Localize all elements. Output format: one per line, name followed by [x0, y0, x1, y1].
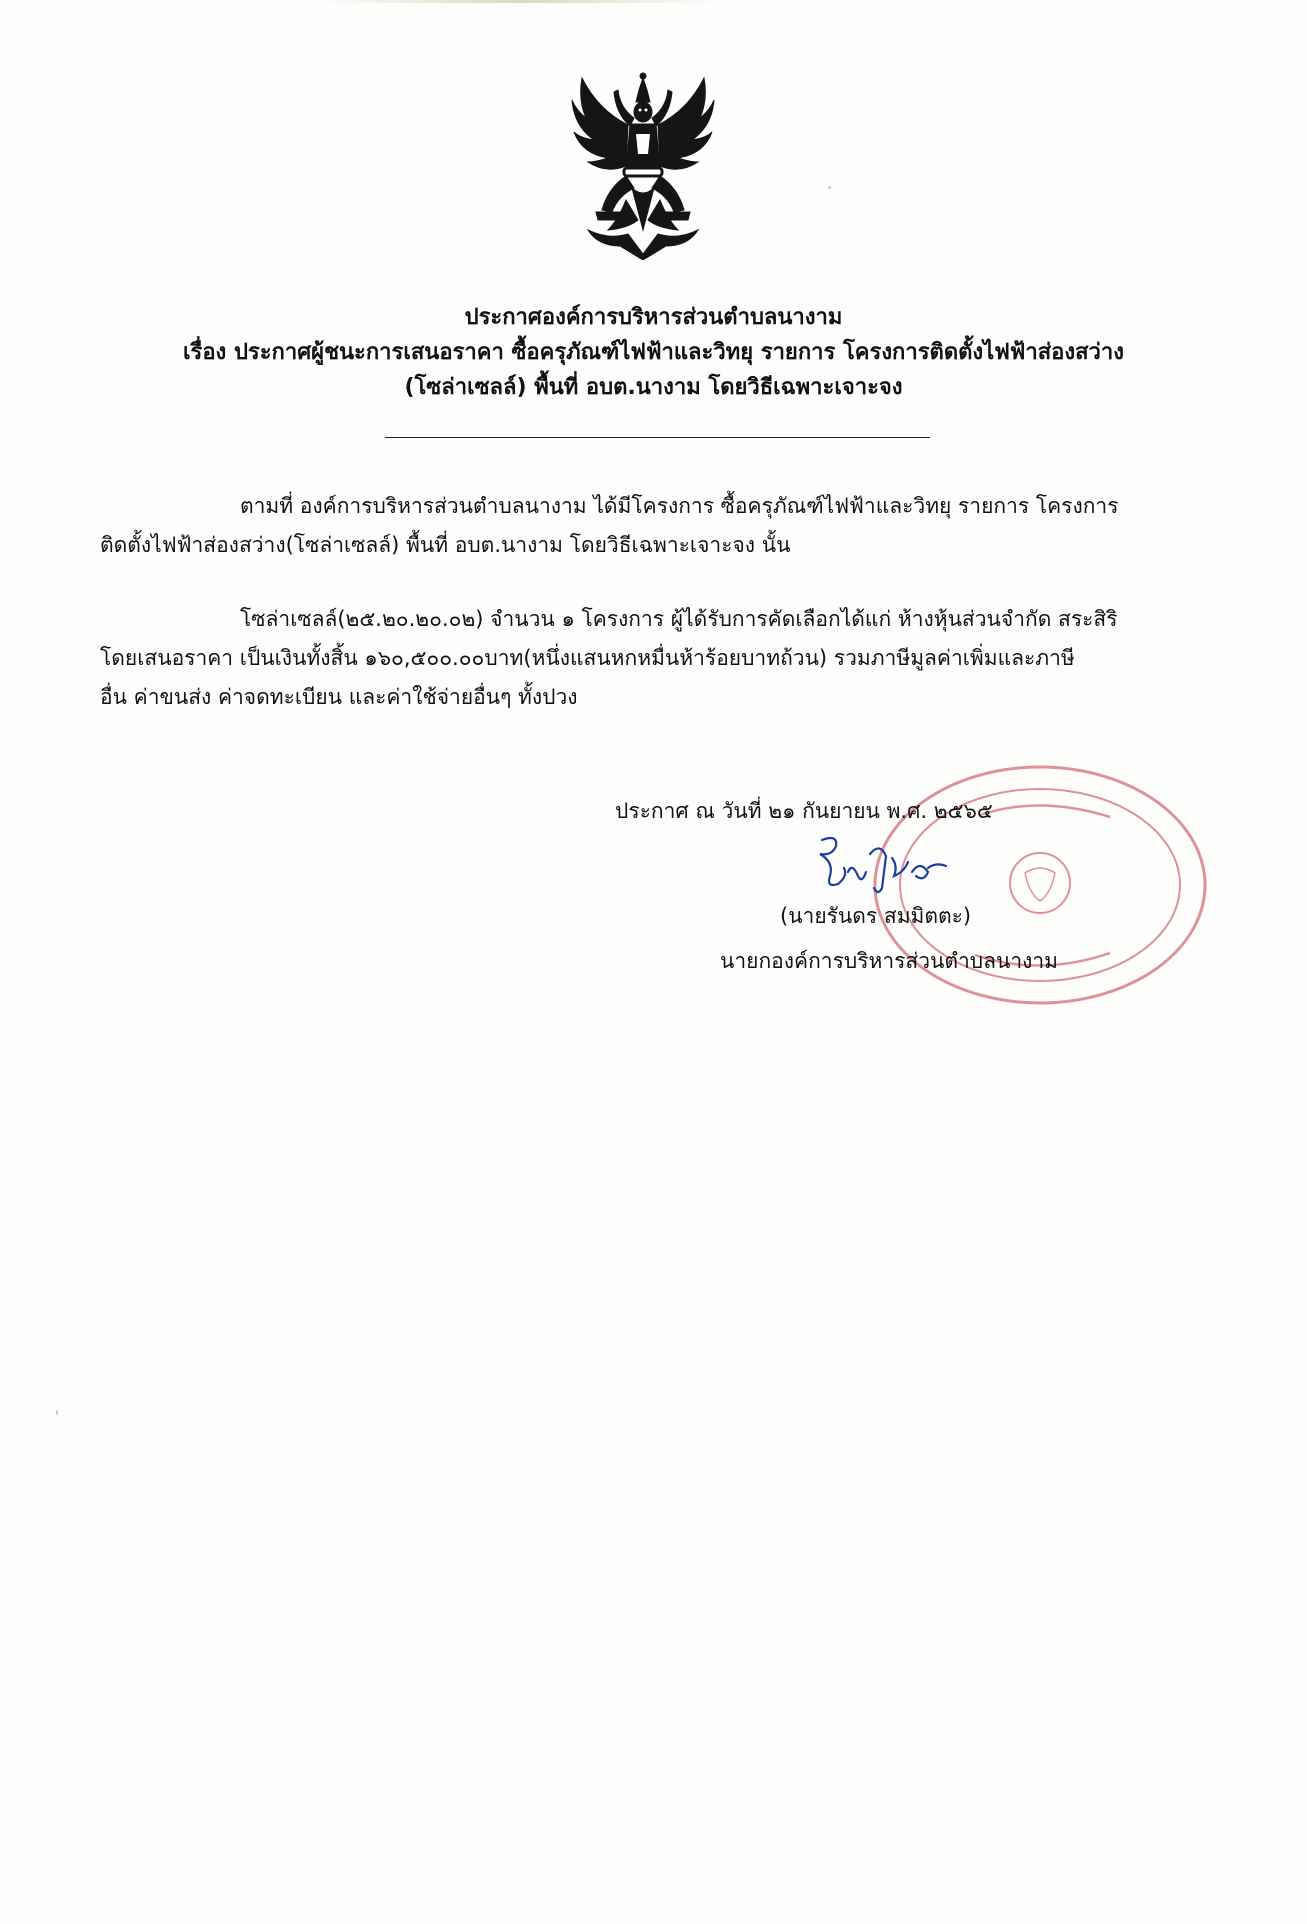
paragraph-line: โซล่าเซลล์(๒๕.๒๐.๒๐.๐๒) จำนวน ๑ โครงการ ผู้ได้รับการคัดเลือกได้แก่ ห้างหุ้นส่วนจำกัด สระสิริ — [240, 607, 1118, 631]
signature-icon — [808, 832, 958, 902]
signer-name: (นายรันดร สมมิตตะ) — [780, 904, 972, 928]
paragraph-line: โดยเสนอราคา เป็นเงินทั้งสิ้น ๑๖๐,๕๐๐.๐๐บาท(หนึ่งแสนหกหมื่นห้าร้อยบาทถ้วน) รวมภาษีมูลค่าเพิ่มและภาษี — [100, 646, 1075, 670]
header-divider — [385, 437, 930, 438]
scan-speck — [56, 1410, 58, 1415]
paragraph-line: อื่น ค่าขนส่ง ค่าจดทะเบียน และค่าใช้จ่ายอื่นๆ ทั้งปวง — [100, 685, 578, 709]
announcement-date: ประกาศ ณ วันที่ ๒๑ กันยายน พ.ศ. ๒๕๖๕ — [615, 799, 993, 823]
paragraph-line: ตามที่ องค์การบริหารส่วนตำบลนางาม ได้มีโครงการ ซื้อครุภัณฑ์ไฟฟ้าและวิทยุ รายการ โครงการ — [240, 494, 1119, 518]
paragraph-winner — [100, 600, 1160, 717]
signer-title: นายกองค์การบริหารส่วนตำบลนางาม — [720, 949, 1059, 973]
header-subject: เรื่อง ประกาศผู้ชนะการเสนอราคา ซื้อครุภัณฑ์ไฟฟ้าและวิทยุ รายการ โครงการติดตั้งไฟฟ้าส่องสว่าง — [183, 340, 1124, 365]
scan-speck — [828, 186, 831, 189]
paragraph-line: ติดตั้งไฟฟ้าส่องสว่าง(โซล่าเซลล์) พื้นที่ อบต.นางาม โดยวิธีเฉพาะเจาะจง นั้น — [100, 533, 791, 557]
paragraph-reference — [100, 487, 1160, 565]
announcement-header — [100, 300, 1207, 405]
header-org-title: ประกาศองค์การบริหารส่วนตำบลนางาม — [464, 305, 843, 330]
header-subject-cont: (โซล่าเซลล์) พื้นที่ อบต.นางาม โดยวิธีเฉพาะเจาะจง — [404, 375, 903, 400]
scan-edge — [320, 0, 720, 3]
garuda-emblem-icon — [568, 70, 718, 260]
